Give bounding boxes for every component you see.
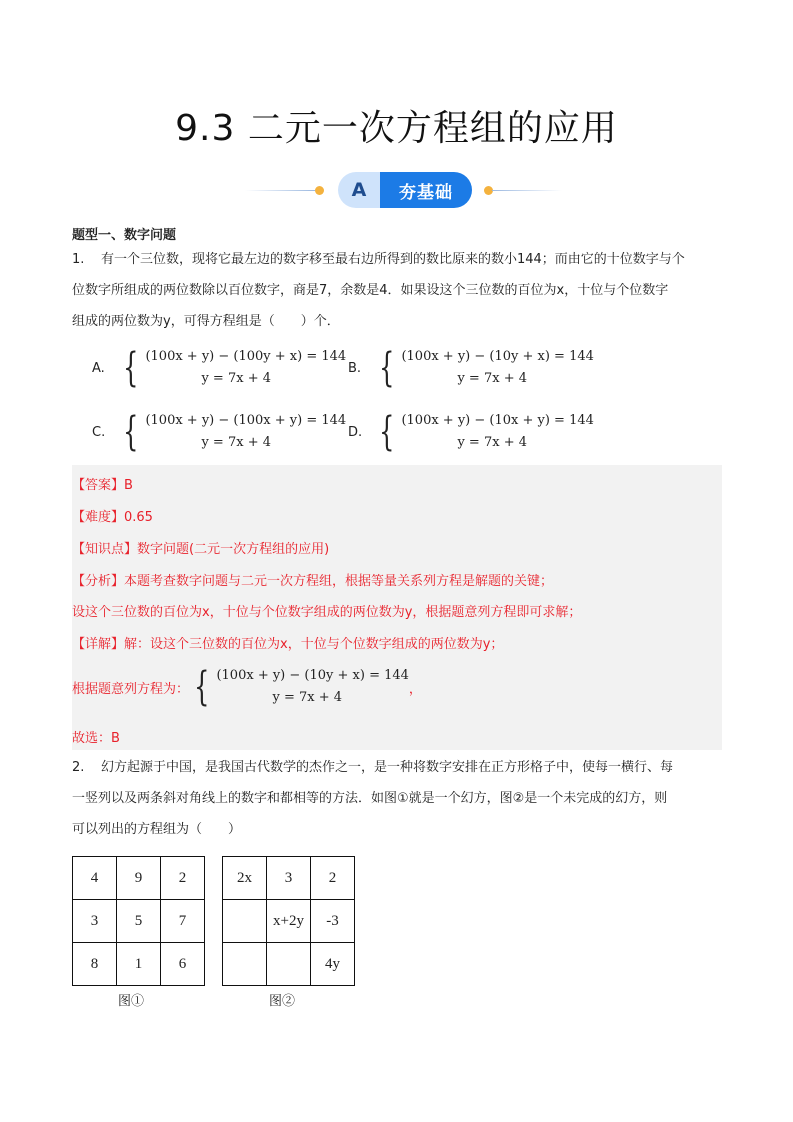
figure-caption-2: 图② <box>269 993 296 1008</box>
option-c[interactable] <box>92 410 346 454</box>
question-number: 2. <box>72 760 85 775</box>
equation: y = 7x + 4 <box>457 371 527 386</box>
question-text-line: 位数字所组成的两位数除以百位数字，商是7，余数是4．如果设这个三位数的百位为x，十位与个位数字 <box>72 283 669 298</box>
analysis-line: 【分析】本题考查数字问题与二元一次方程组，根据等量关系列方程是解题的关键； <box>72 574 554 589</box>
equation-system <box>118 346 346 390</box>
banner-line-left <box>245 190 315 191</box>
grid-cell: -3 <box>311 900 355 943</box>
option-b[interactable] <box>348 346 594 390</box>
equation-system <box>374 346 594 390</box>
analysis-line-2: 设这个三位数的百位为x，十位与个位数字组成的两位数为y，根据题意列方程即可求解； <box>72 605 582 620</box>
detail-line: 【详解】解：设这个三位数的百位为x，十位与个位数字组成的两位数为y； <box>72 637 504 652</box>
magic-square-2 <box>222 856 355 986</box>
question-2 <box>72 752 722 845</box>
figure-caption-1: 图① <box>118 993 145 1008</box>
difficulty-line: 【难度】0.65 <box>72 510 153 525</box>
option-d[interactable] <box>348 410 594 454</box>
question-text-line: 可以列出的方程组为（ ） <box>72 822 242 837</box>
equation-system <box>374 410 594 454</box>
equation: y = 7x + 4 <box>201 371 271 386</box>
grid-cell: 9 <box>117 857 161 900</box>
section-banner <box>0 172 793 208</box>
question-text-line: 一竖列以及两条斜对角线上的数字和都相等的方法．如图①就是一个幻方，图②是一个未完成的幻方，则 <box>72 791 668 806</box>
equation: (100x + y) − (10y + x) = 144 <box>401 349 594 364</box>
grid-cell: 7 <box>161 900 205 943</box>
detail-suffix: ， <box>408 681 422 697</box>
equation: (100x + y) − (100x + y) = 144 <box>145 413 347 428</box>
equation: y = 7x + 4 <box>457 435 527 450</box>
page-title: 9.3 二元一次方程组的应用 <box>175 108 618 149</box>
banner-label: 夯基础 <box>380 172 472 208</box>
grid-cell: 4 <box>73 857 117 900</box>
brace-icon: { <box>379 409 395 455</box>
equation: (100x + y) − (10y + x) = 144 <box>216 668 409 683</box>
equation-system <box>189 665 409 709</box>
grid-cell <box>223 900 267 943</box>
grid-cell: 2 <box>311 857 355 900</box>
knowledge-line: 【知识点】数字问题(二元一次方程组的应用) <box>72 542 330 557</box>
equation: y = 7x + 4 <box>201 435 271 450</box>
banner-pill <box>338 172 472 208</box>
question-text-line: 有一个三位数，现将它最左边的数字移至最右边所得到的数比原来的数小144；而由它的十位数字与个 <box>100 252 685 267</box>
banner-line-right <box>492 190 562 191</box>
equation: y = 7x + 4 <box>272 690 343 705</box>
option-label: B. <box>348 360 362 376</box>
grid-cell: x+2y <box>267 900 311 943</box>
grid-cell: 8 <box>73 943 117 986</box>
banner-dot-left <box>315 186 324 195</box>
brace-icon: { <box>379 345 395 391</box>
option-label: D. <box>348 424 363 440</box>
brace-icon: { <box>194 664 210 710</box>
grid-cell: 4y <box>311 943 355 986</box>
grid-cell <box>267 943 311 986</box>
equation-system <box>118 410 346 454</box>
magic-square-1 <box>72 856 205 986</box>
choose-line: 故选：B <box>72 731 120 746</box>
grid-cell: 5 <box>117 900 161 943</box>
brace-icon: { <box>123 345 139 391</box>
question-number: 1. <box>72 252 85 267</box>
answer-line: 【答案】B <box>72 478 133 493</box>
equation: (100x + y) − (100y + x) = 144 <box>145 349 347 364</box>
question-1 <box>72 244 722 337</box>
brace-icon: { <box>123 409 139 455</box>
banner-letter: A <box>338 172 380 208</box>
option-label: A. <box>92 360 105 376</box>
question-text-line: 幻方起源于中国，是我国古代数学的杰作之一，是一种将数字安排在正方形格子中，使每一横行、每 <box>100 760 673 775</box>
grid-cell <box>223 943 267 986</box>
detail-system-line <box>72 665 422 709</box>
question-text-line: 组成的两位数为y，可得方程组是（ ）个． <box>72 314 340 329</box>
option-label: C. <box>92 424 106 440</box>
grid-cell: 3 <box>73 900 117 943</box>
option-a[interactable] <box>92 346 346 390</box>
grid-cell: 1 <box>117 943 161 986</box>
grid-cell: 6 <box>161 943 205 986</box>
equation: (100x + y) − (10x + y) = 144 <box>401 413 594 428</box>
grid-cell: 2 <box>161 857 205 900</box>
grid-cell: 3 <box>267 857 311 900</box>
section-heading: 题型一、数字问题 <box>72 228 177 243</box>
detail-prefix: 根据题意列方程为： <box>72 681 190 697</box>
answer-panel <box>72 465 722 750</box>
grid-cell: 2x <box>223 857 267 900</box>
